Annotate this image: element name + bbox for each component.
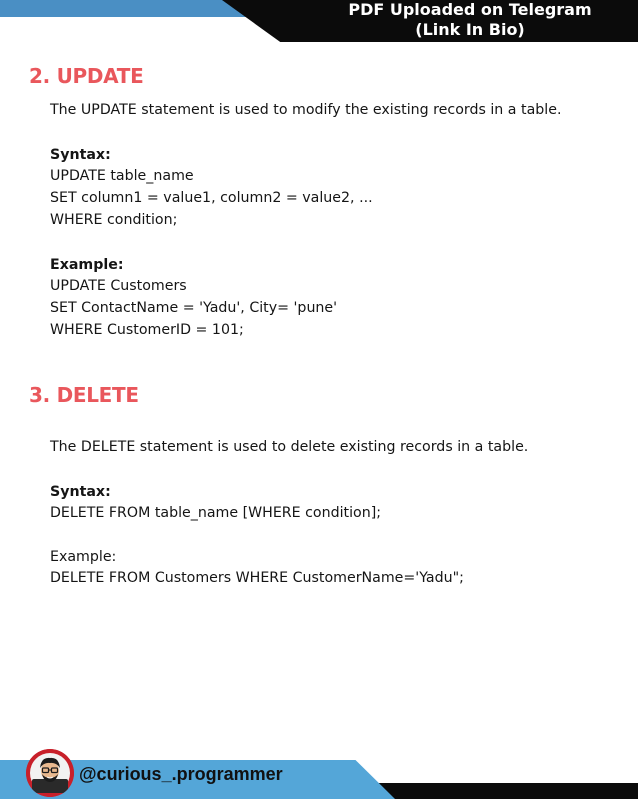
update-example-line: SET ContactName = 'Yadu', City= 'pune' xyxy=(50,300,338,316)
delete-heading: 3. DELETE xyxy=(29,383,139,407)
delete-description: The DELETE statement is used to delete existing records in a table. xyxy=(50,439,529,455)
delete-example-line: DELETE FROM Customers WHERE CustomerName='Yadu"; xyxy=(50,570,464,586)
update-syntax-line: WHERE condition; xyxy=(50,212,178,228)
banner-subtitle: (Link In Bio) xyxy=(415,20,525,39)
update-example-line: WHERE CustomerID = 101; xyxy=(50,322,244,338)
update-syntax-label: Syntax: xyxy=(50,147,111,163)
update-example-label: Example: xyxy=(50,257,124,273)
delete-syntax-label: Syntax: xyxy=(50,484,111,500)
avatar xyxy=(26,749,74,797)
banner-title: PDF Uploaded on Telegram xyxy=(348,0,592,19)
update-description: The UPDATE statement is used to modify the existing records in a table. xyxy=(50,102,562,118)
update-example-line: UPDATE Customers xyxy=(50,278,187,294)
cartoon-avatar-icon xyxy=(26,749,74,797)
delete-example-label: Example: xyxy=(50,549,117,565)
update-syntax-line: UPDATE table_name xyxy=(50,168,194,184)
delete-syntax-line: DELETE FROM table_name [WHERE condition]; xyxy=(50,505,382,521)
update-heading: 2. UPDATE xyxy=(29,64,144,88)
social-handle[interactable]: @curious_.programmer xyxy=(79,764,283,784)
update-syntax-line: SET column1 = value1, column2 = value2, ... xyxy=(50,190,373,206)
